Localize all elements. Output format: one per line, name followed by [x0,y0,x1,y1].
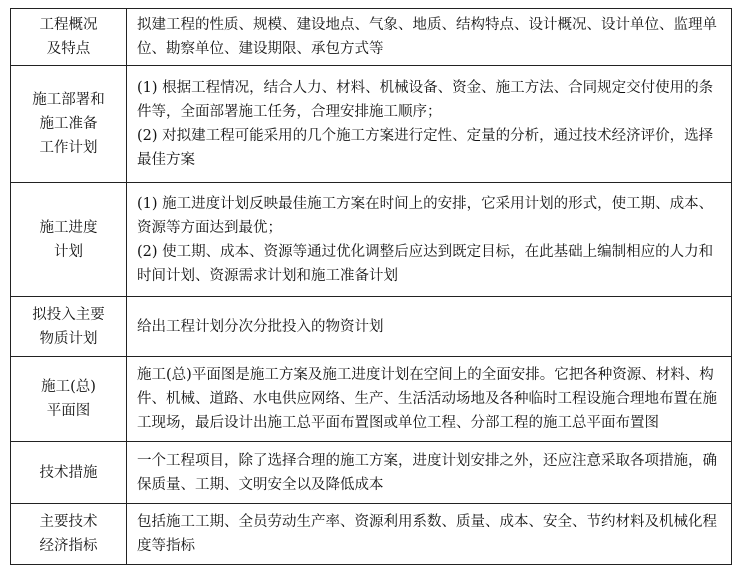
table-row-project-overview [11,9,732,66]
heading-line: 计划 [54,243,83,260]
row-content [127,297,732,357]
heading-line: 工作计划 [39,140,98,156]
row-content [127,504,732,565]
row-heading [11,183,127,297]
table-row-schedule-plan [11,183,732,297]
heading-line: 物质计划 [39,330,98,347]
row-content [127,357,732,442]
row-heading [11,442,127,504]
heading-line: 施工进度 [39,219,98,236]
content-paragraph: 施工(总)平面图是施工方案及施工进度计划在空间上的全面安排。它把各种资源、材料、构件、机械、道路、水电供应网络、生产、生活活动场地及各种临时工程设施合理地布置在施工现场，最后设计出施工总平面布置图或单位工程、分部工程的施工总平面布置图 [137,367,717,431]
heading-line: 经济指标 [39,538,98,554]
row-heading [11,357,127,442]
content-paragraph: (2) 对拟建工程可能采用的几个施工方案进行定性、定量的分析，通过技术经济评价，选择最佳方案 [137,128,714,168]
row-content [127,183,732,297]
content-paragraph: 拟建工程的性质、规模、建设地点、气象、地质、结构特点、设计概况、设计单位、监理单位、勘察单位、建设期限、承包方式等 [137,17,717,57]
heading-line: 平面图 [46,403,91,419]
heading-line: 施工(总) [41,379,96,395]
heading-line: 工程概况 [39,17,98,33]
row-content [127,66,732,183]
heading-line: 施工准备 [39,116,98,132]
construction-plan-table [10,8,732,565]
table-row-technical-measures [11,442,732,504]
row-heading [11,66,127,183]
heading-line: 拟投入主要 [32,306,105,323]
content-paragraph: 一个工程项目，除了选择合理的施工方案，进度计划安排之外，还应注意采取各项措施，确保质量、工期、文明安全以及降低成本 [137,452,717,493]
table-row-deployment-plan [11,66,732,183]
heading-line: 主要技术 [39,514,98,530]
row-heading [11,297,127,357]
heading-line: 施工部署和 [32,92,105,108]
content-paragraph: 包括施工工期、全员劳动生产率、资源利用系数、质量、成本、安全、节约材料及机械化程度等指标 [137,514,717,554]
heading-line: 及特点 [46,41,91,57]
content-paragraph: (1) 施工进度计划反映最佳施工方案在时间上的安排，它采用计划的形式，使工期、成本、资源等方面达到最优； [137,195,714,236]
content-paragraph: 给出工程计划分次分批投入的物资计划 [137,318,384,335]
content-paragraph: (1) 根据工程情况，结合人力、材料、机械设备、资金、施工方法、合同规定交付使用的条件等，全面部署施工任务，合理安排施工顺序； [137,80,714,120]
content-paragraph: (2) 使工期、成本、资源等通过优化调整后应达到既定目标，在此基础上编制相应的人力和时间计划、资源需求计划和施工准备计划 [137,243,714,284]
heading-line: 技术措施 [39,464,98,481]
row-content [127,442,732,504]
row-heading [11,9,127,66]
table-row-site-layout [11,357,732,442]
table-row-material-plan [11,297,732,357]
row-content [127,9,732,66]
row-heading [11,504,127,565]
table-row-economic-indicators [11,504,732,565]
